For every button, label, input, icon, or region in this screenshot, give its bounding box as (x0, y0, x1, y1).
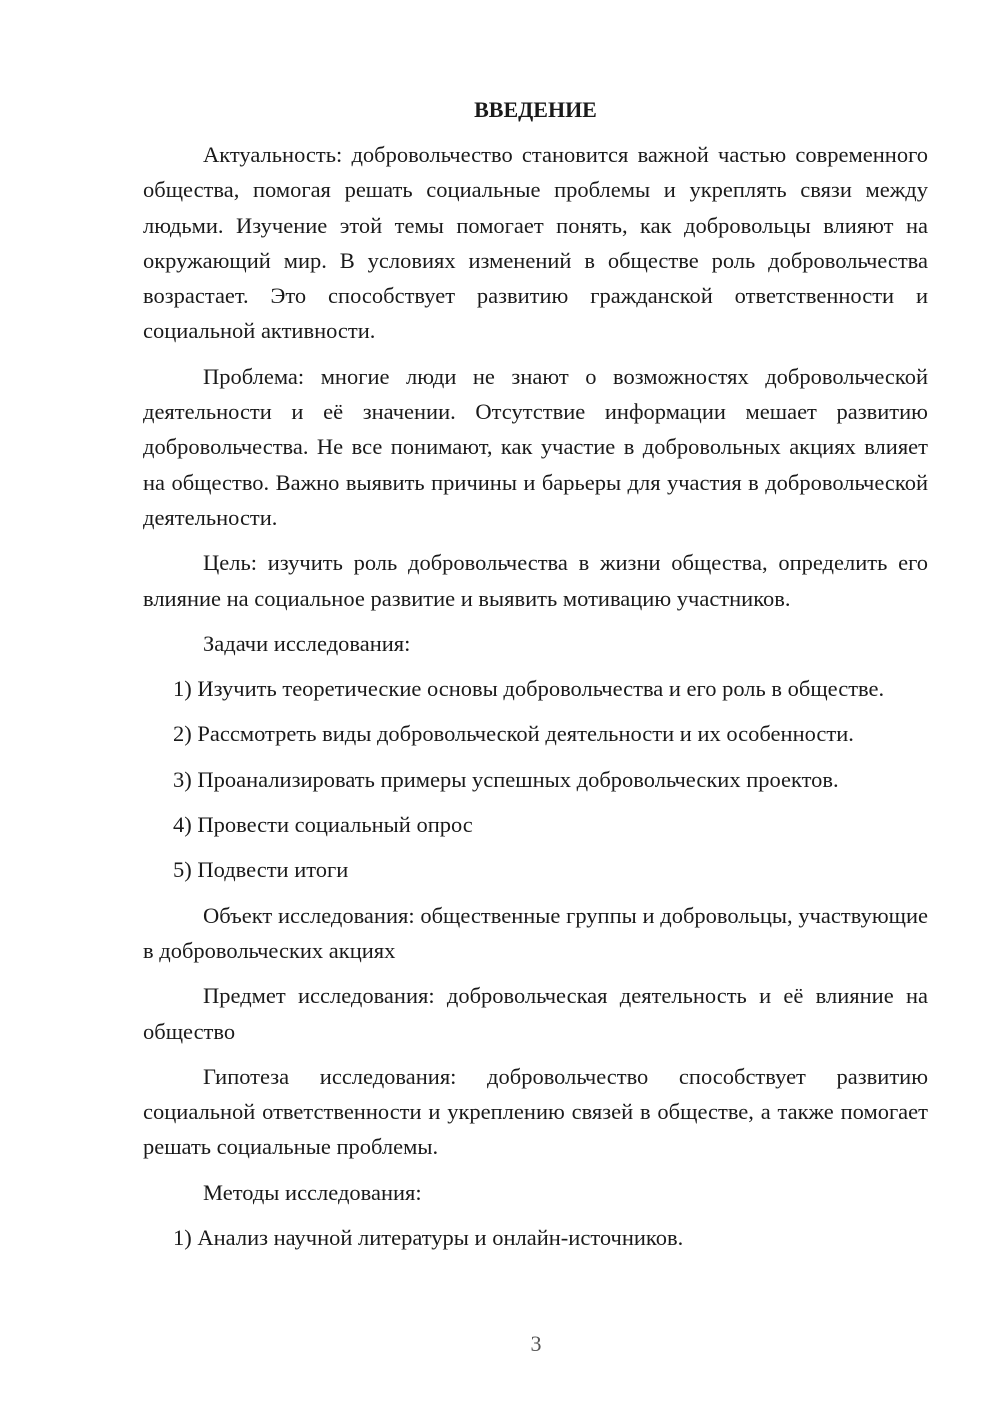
subject-paragraph: Предмет исследования: добровольческая деятельность и её влияние на общество (143, 983, 928, 1044)
tasks-heading: Задачи исследования: (203, 630, 411, 656)
section-title: ВВЕДЕНИЕ (474, 97, 597, 122)
task-item: 5) Подвести итоги (173, 857, 349, 883)
hypothesis-paragraph: Гипотеза исследования: добровольчество способствует развитию социальной ответственности и укреплению связей в обществе, а также помогает решать социальные проблемы. (143, 1063, 928, 1160)
task-item: 1) Изучить теоретические основы добровольчества и его роль в обществе. (173, 676, 885, 702)
object-paragraph: Объект исследования: общественные группы и добровольцы, участвующие в добровольческих акциях (143, 902, 928, 963)
document-page (143, 92, 928, 1265)
task-item: 4) Провести социальный опрос (173, 812, 473, 838)
method-item: 1) Анализ научной литературы и онлайн-источников. (173, 1225, 684, 1251)
problem-paragraph: Проблема: многие люди не знают о возможностях добровольческой деятельности и её значении. Отсутствие информации мешает развитию добровольчества. Не все понимают, как участие в добровольных акциях влияет на общество. Важно выявить причины и барьеры для участия в добровольческой деятельности. (143, 363, 928, 530)
goal-paragraph: Цель: изучить роль добровольчества в жизни общества, определить его влияние на социальное развитие и выявить мотивацию участников. (143, 550, 928, 611)
relevance-paragraph: Актуальность: добровольчество становится важной частью современного общества, помогая решать социальные проблемы и укреплять связи между людьми. Изучение этой темы помогает понять, как добровольцы влияют на окружающий мир. В условиях изменений в обществе роль добровольчества возрастает. Это способствует развитию гражданской ответственности и социальной активности. (143, 142, 928, 344)
methods-heading: Методы исследования: (203, 1179, 422, 1205)
task-item: 3) Проанализировать примеры успешных добровольческих проектов. (173, 766, 839, 792)
task-item: 2) Рассмотреть виды добровольческой деятельности и их особенности. (173, 721, 854, 747)
page-number: 3 (530, 1331, 542, 1356)
